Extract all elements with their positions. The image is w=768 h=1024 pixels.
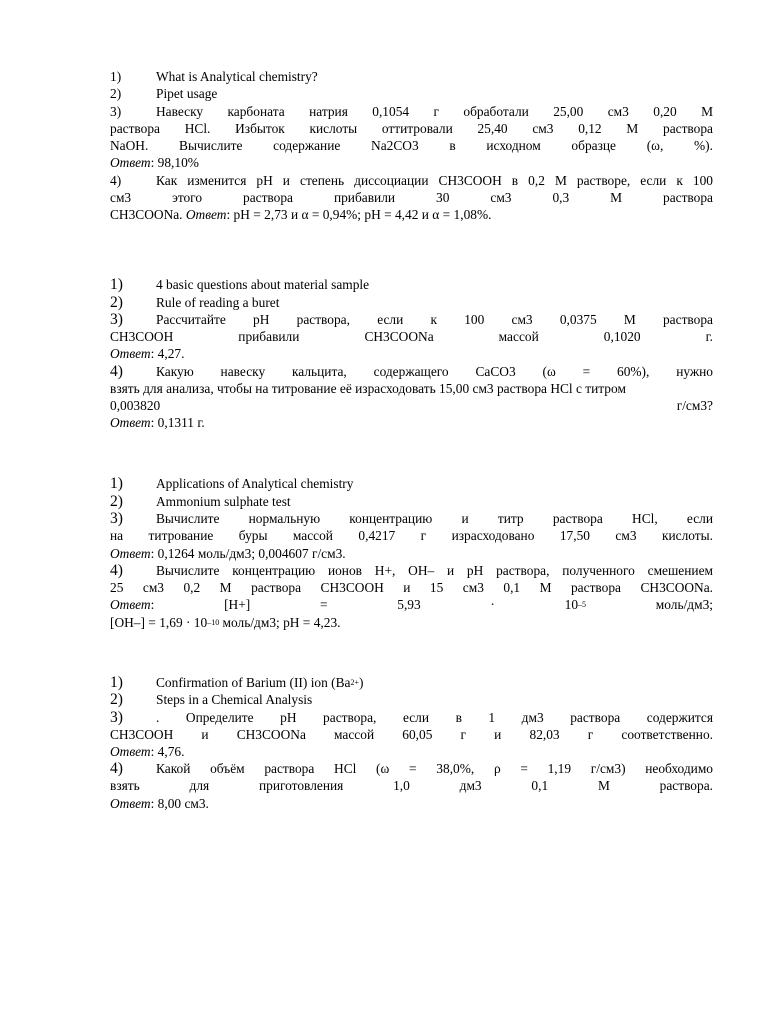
ion-charge: 2+ xyxy=(350,677,360,687)
question-1-1 xyxy=(110,68,713,85)
problem-text: Как изменится pH и степень диссоциации CH3COOH в 0,2 М растворе, если к 100 xyxy=(156,172,713,188)
question-number: 1) xyxy=(110,475,123,493)
question-1-2 xyxy=(110,85,713,102)
question-3-3 xyxy=(110,510,713,562)
question-4-4 xyxy=(110,760,713,812)
answer-continued xyxy=(110,614,713,631)
answer-value: : 0,1264 моль/дм3; 0,004607 г/см3. xyxy=(150,545,346,561)
question-text: Applications of Analytical chemistry xyxy=(156,476,354,492)
problem-text: CH3COONa. xyxy=(110,207,186,223)
question-3-1 xyxy=(110,475,713,492)
question-text: 4 basic questions about material sample xyxy=(156,277,370,293)
question-number: 2) xyxy=(110,691,123,709)
question-number: 3) xyxy=(110,708,123,726)
answer-unit: моль/дм3; xyxy=(586,597,713,613)
document-page xyxy=(110,68,713,812)
question-number: 3) xyxy=(110,103,122,119)
answer-value: : 8,00 см3. xyxy=(150,795,209,811)
problem-text: NaOH. Вычислите содержание Na2CO3 в исходном образце (ω, %). xyxy=(110,138,713,154)
answer xyxy=(110,596,713,613)
problem-text: раствора HCl. Избыток кислоты оттитровали 25,40 см3 0,12 М раствора xyxy=(110,121,713,137)
question-4-2 xyxy=(110,691,713,708)
answer xyxy=(110,743,713,760)
problem-text: 25 см3 0,2 М раствора CH3COOH и 15 см3 0,1 М раствора CH3COONa. xyxy=(110,580,713,596)
question-number: 4) xyxy=(110,760,123,778)
problem-text: взять для приготовления 1,0 дм3 0,1 М раствора. xyxy=(110,778,713,794)
question-4-3 xyxy=(110,709,713,761)
question-text: Confirmation of Barium (II) ion $(Ba^{2+})$ xyxy=(156,674,364,690)
question-block-4 xyxy=(110,674,713,812)
problem-text: см3 этого раствора прибавили 30 см3 0,3 М раствора xyxy=(110,189,713,205)
question-number: 2) xyxy=(110,86,122,102)
question-1-4 xyxy=(110,172,713,224)
answer-label: Ответ xyxy=(110,415,151,431)
problem-text: Какую навеску кальцита, содержащего CaCO3 (ω = 60%), нужно xyxy=(156,363,713,379)
problem-text: CH3COOH прибавили CH3COONa массой 0,1020 г. xyxy=(110,329,713,345)
answer-label: Ответ xyxy=(110,545,151,561)
answer xyxy=(110,414,713,431)
answer-label: Ответ xyxy=(110,597,151,613)
answer-label: Ответ xyxy=(110,795,151,811)
answer-value: моль/дм3; pH = 4,23. xyxy=(219,614,341,630)
answer-label: Ответ xyxy=(110,155,151,171)
answer-value: : 98,10% xyxy=(150,155,199,171)
answer xyxy=(110,345,713,362)
exponent: –10 xyxy=(207,617,220,627)
question-block-2 xyxy=(110,276,713,431)
problem-text: 0,003820 г/см3? xyxy=(110,398,713,414)
answer-value: : 4,27. xyxy=(150,346,185,362)
answer xyxy=(110,154,713,171)
answer-value: : 0,1311 г. xyxy=(150,415,205,431)
answer-value: : pH = 2,73 и α = 0,94%; pH = 4,42 и α = 1,08%. xyxy=(226,207,492,223)
problem-text: взять для анализа, чтобы на титрование её израсходовать 15,00 см3 раствора HCl с титром xyxy=(110,380,626,396)
question-3-2 xyxy=(110,493,713,510)
question-2-1 xyxy=(110,276,713,293)
problem-text: . Определите pH раствора, если в 1 дм3 раствора содержится xyxy=(156,709,713,725)
question-number: 3) xyxy=(110,311,123,329)
question-number: 2) xyxy=(110,293,123,311)
answer-value: : [H+] = 5,93 · 10 xyxy=(150,597,579,613)
question-text: Rule of reading a buret xyxy=(156,294,280,310)
question-number: 1) xyxy=(110,69,122,84)
question-2-4 xyxy=(110,363,713,432)
problem-text: Вычислите нормальную концентрацию и титр раствора HCl, если xyxy=(156,511,713,527)
question-4-1 xyxy=(110,674,713,691)
question-number: 1) xyxy=(110,276,123,294)
problem-text: Вычислите концентрацию ионов H+, OH– и pH раствора, полученного смешением xyxy=(156,562,713,578)
problem-text: CH3COOH и CH3COONa массой 60,05 г и 82,03 г соответственно. xyxy=(110,726,713,742)
problem-text: Рассчитайте pH раствора, если к 100 см3 0,0375 М раствора xyxy=(156,312,713,328)
question-number: 4) xyxy=(110,362,123,380)
question-2-3 xyxy=(110,311,713,363)
answer xyxy=(110,206,713,223)
question-text: Pipet usage xyxy=(156,86,218,102)
problem-text: Какой объём раствора HCl (ω = 38,0%, ρ = 1,19 г/см3) необходимо xyxy=(156,761,713,777)
answer-label: Ответ xyxy=(185,207,227,223)
question-text: What is Analytical chemistry? xyxy=(156,69,318,84)
answer-value: [OH–] = 1,69 · 10 xyxy=(110,614,208,630)
exponent: –5 xyxy=(578,600,587,610)
question-block-1 xyxy=(110,68,713,223)
question-text: Steps in a Chemical Analysis xyxy=(156,692,313,708)
question-number: 4) xyxy=(110,172,122,188)
question-number: 3) xyxy=(110,510,123,528)
question-text: Ammonium sulphate test xyxy=(156,493,291,509)
answer-label: Ответ xyxy=(110,346,151,362)
question-number: 4) xyxy=(110,561,123,579)
question-number: 2) xyxy=(110,492,123,510)
question-3-4 xyxy=(110,562,713,631)
answer-label: Ответ xyxy=(110,743,151,759)
problem-text: на титрование буры массой 0,4217 г израсходовано 17,50 см3 кислоты. xyxy=(110,528,713,544)
answer xyxy=(110,545,713,562)
problem-text: Навеску карбоната натрия 0,1054 г обработали 25,00 см3 0,20 М xyxy=(156,103,713,119)
question-2-2 xyxy=(110,294,713,311)
question-block-3 xyxy=(110,475,713,630)
question-1-3 xyxy=(110,103,713,172)
question-number: 1) xyxy=(110,673,123,691)
answer-value: : 4,76. xyxy=(150,743,185,759)
answer xyxy=(110,795,713,812)
